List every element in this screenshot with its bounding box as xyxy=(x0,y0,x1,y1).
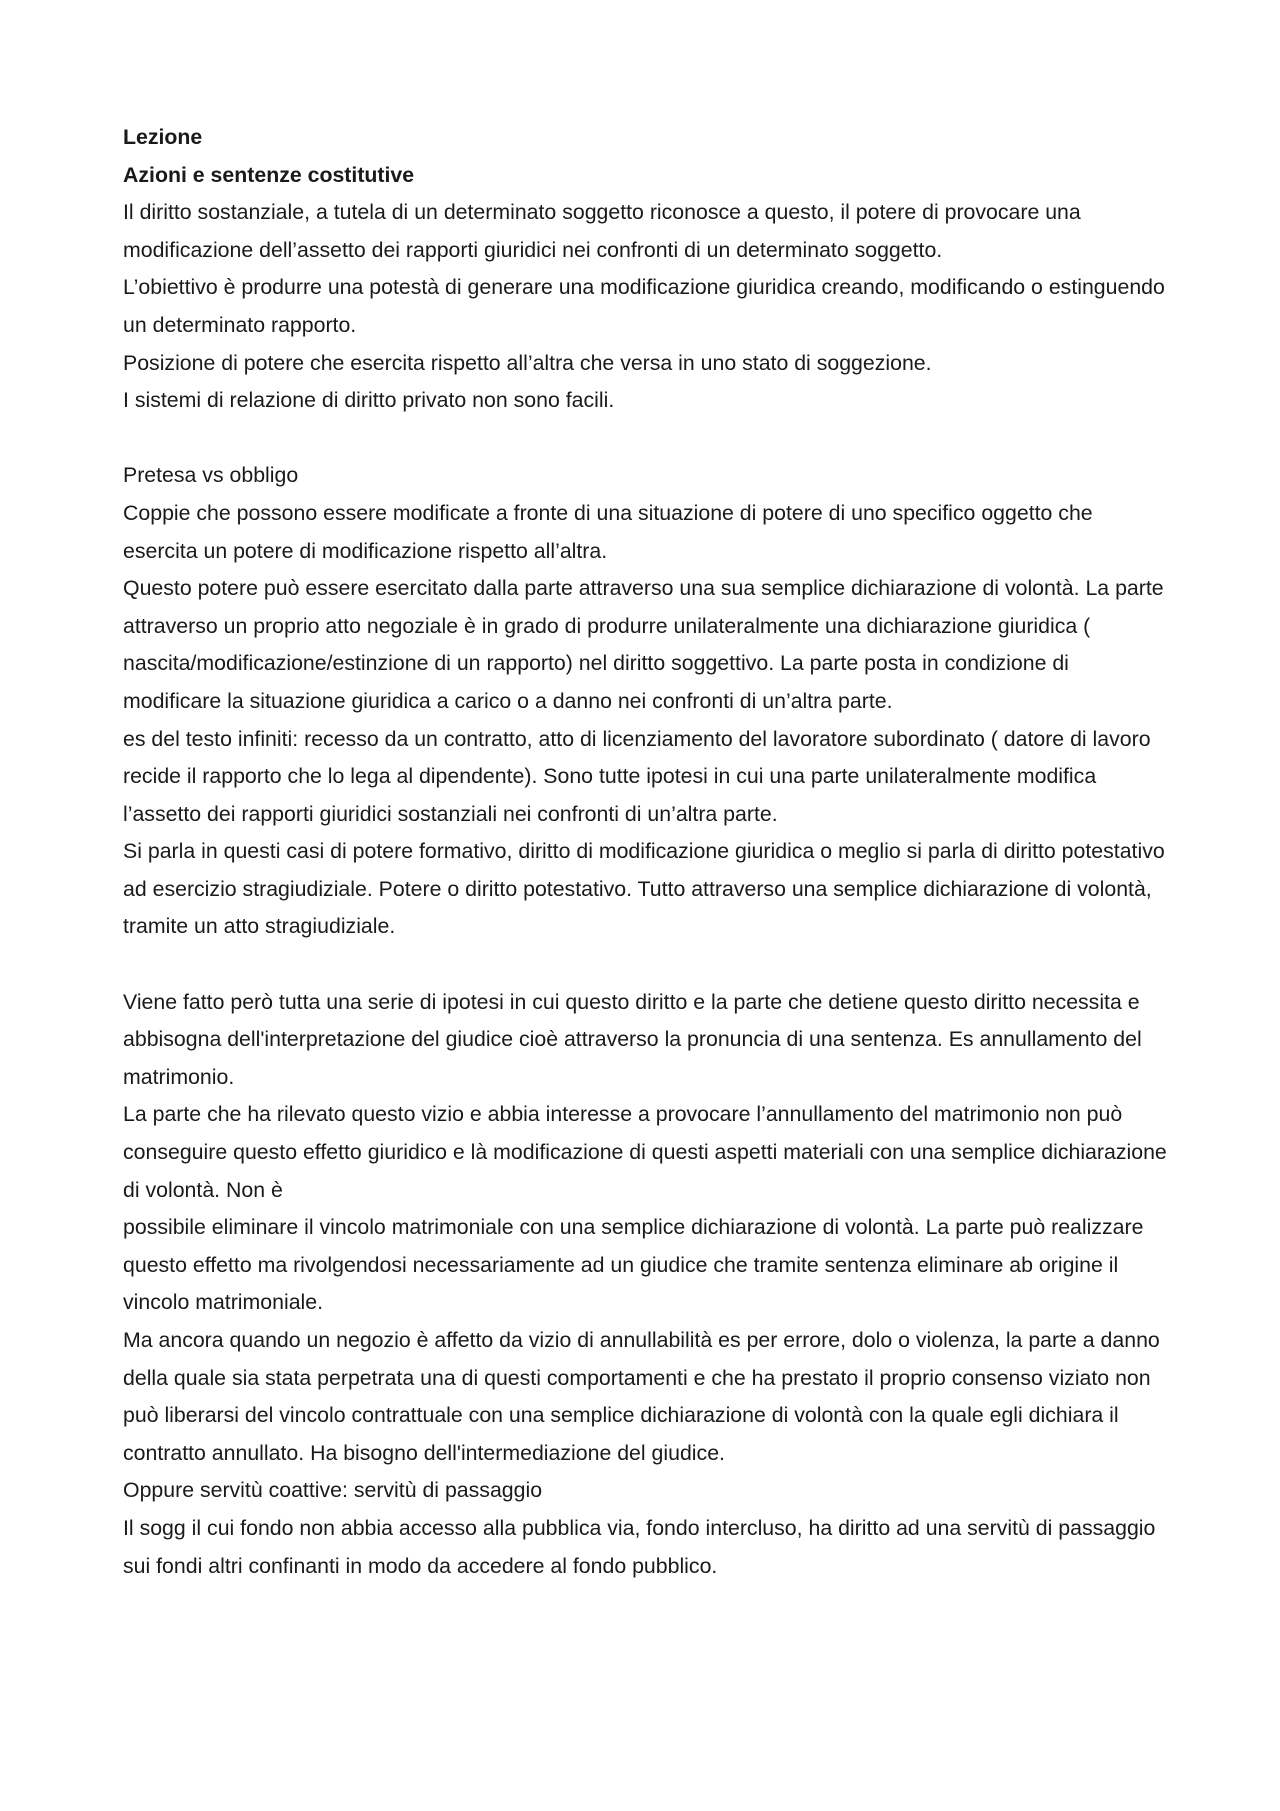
section-title: Azioni e sentenze costitutive xyxy=(123,162,415,187)
paragraph: L’obiettivo è produrre una potestà di generare una modificazione giuridica creando, modificando o estinguendo un determinato rapporto. xyxy=(123,275,1165,337)
document-body xyxy=(123,119,1173,1585)
paragraph: Si parla in questi casi di potere formativo, diritto di modificazione giuridica o meglio si parla di diritto potestativo ad esercizio stragiudiziale. Potere o diritto potestativo. Tutto attraverso una semplice dichiarazione di volontà, tramite un atto stragiudiziale. xyxy=(123,839,1165,939)
paragraph: Coppie che possono essere modificate a fronte di una situazione di potere di uno specifico oggetto che esercita un potere di modificazione rispetto all’altra. xyxy=(123,500,1093,563)
paragraph: Viene fatto però tutta una serie di ipotesi in cui questo diritto e la parte che detiene questo diritto necessita e abbisogna dell'interpretazione del giudice cioè attraverso la pronuncia di una sentenza. Es annullamento del matrimonio. xyxy=(123,989,1142,1089)
paragraph: es del testo infiniti: recesso da un contratto, atto di licenziamento del lavoratore subordinato ( datore di lavoro recide il rapporto che lo lega al dipendente). Sono tutte ipotesi in cui una parte unilateralmente modifica l’assetto dei rapporti giuridici sostanziali nei confronti di un’altra parte. xyxy=(123,726,1151,826)
paragraph: Il sogg il cui fondo non abbia accesso alla pubblica via, fondo intercluso, ha diritto ad una servitù di passaggio sui fondi altri confinanti in modo da accedere al fondo pubblico. xyxy=(123,1515,1156,1578)
paragraph: Posizione di potere che esercita rispetto all’altra che versa in uno stato di soggezione. xyxy=(123,350,932,375)
paragraph: Pretesa vs obbligo xyxy=(123,463,299,488)
blank-line xyxy=(123,946,1173,984)
blank-line xyxy=(123,420,1173,458)
paragraph: possibile eliminare il vincolo matrimoniale con una semplice dichiarazione di volontà. La parte può realizzare questo effetto ma rivolgendosi necessariamente ad un giudice che tramite sentenza eliminare ab origine il vincolo matrimoniale. xyxy=(123,1215,1144,1315)
paragraph: I sistemi di relazione di diritto privato non sono facili. xyxy=(123,388,615,413)
paragraph: Il diritto sostanziale, a tutela di un determinato soggetto riconosce a questo, il potere di provocare una modificazione dell’assetto dei rapporti giuridici nei confronti di un determinato soggetto. xyxy=(123,200,1081,262)
paragraph: Questo potere può essere esercitato dalla parte attraverso una sua semplice dichiarazione di volontà. La parte attraverso un proprio atto negoziale è in grado di produrre unilateralmente una dichiarazione giuridica ( nascita/modificazione/estinzione di un rapporto) nel diritto soggettivo. La parte posta in condizione di modificare la situazione giuridica a carico o a danno nei confronti di un’altra parte. xyxy=(123,576,1164,713)
page-title: Lezione xyxy=(123,125,203,149)
paragraph: Oppure servitù coattive: servitù di passaggio xyxy=(123,1478,543,1503)
paragraph: Ma ancora quando un negozio è affetto da vizio di annullabilità es per errore, dolo o violenza, la parte a danno della quale sia stata perpetrata una di questi comportamenti e che ha prestato il proprio consenso viziato non può liberarsi del vincolo contrattuale con una semplice dichiarazione di volontà con la quale egli dichiara il contratto annullato. Ha bisogno dell'intermediazione del giudice. xyxy=(123,1328,1160,1465)
paragraph: La parte che ha rilevato questo vizio e abbia interesse a provocare l’annullamento del matrimonio non può conseguire questo effetto giuridico e là modificazione di questi aspetti materiali con una semplice dichiarazione di volontà. Non è xyxy=(123,1102,1167,1202)
